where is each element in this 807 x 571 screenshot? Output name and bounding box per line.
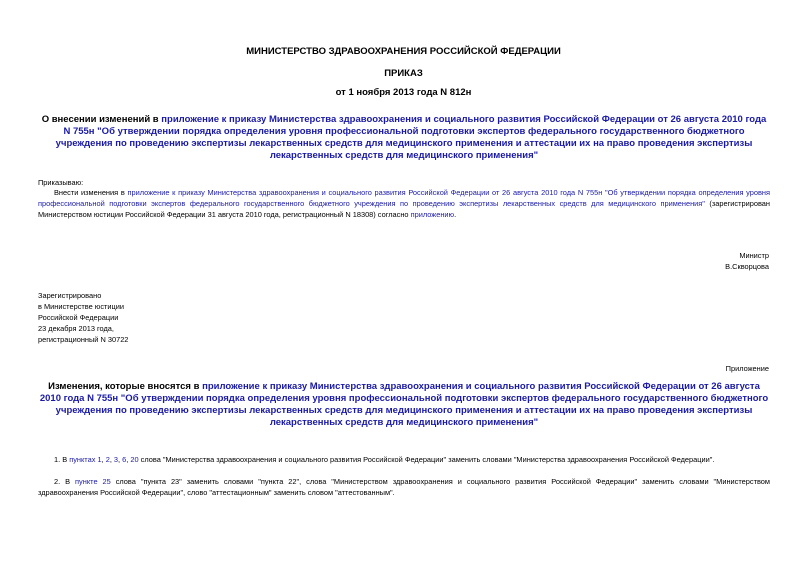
signature-position: Министр	[739, 251, 769, 260]
doc-date-number: от 1 ноября 2013 года N 812н	[335, 87, 472, 98]
item1-link-20[interactable]: 20	[130, 455, 139, 464]
registration-line: Зарегистрировано	[38, 291, 102, 300]
item1-start: 1. В	[54, 455, 70, 464]
appendix-link[interactable]: приложению	[410, 210, 455, 219]
registration-line: регистрационный N 30722	[38, 335, 129, 344]
appendix-title	[38, 381, 770, 429]
item2-link[interactable]: пункте 25	[75, 477, 111, 486]
signature-name: В.Скворцова	[725, 262, 769, 271]
registration-block	[38, 290, 128, 345]
doc-type: ПРИКАЗ	[384, 68, 423, 79]
registration-line: в Министерстве юстиции	[38, 302, 125, 311]
appendix-title-link[interactable]: приложение к приказу Министерства здравоохранения и социального развития Российской Федерации от 26 августа 2010 года N 755н "Об утверждении порядка определения уровня профессиональной подготовки экспертов федерального государственного бюджетного учреждения по проведению экспертизы лекарственных средств для медицинского применения и аттестации их на право проведения экспертизы лекарственных средств для медицинского применения"	[39, 381, 769, 428]
item1-end: слова "Министерства здравоохранения и социального развития Российской Федерации" заменить словами "Министерства здравоохранения Российской Федерации".	[138, 455, 715, 464]
order-text-mid: (зарегистрирован Министерством юстиции Российской Федерации 31 августа 2010 года, регистрационный N 18308) согласно	[38, 199, 770, 219]
item2-start: 2. В	[54, 477, 76, 486]
change-item-2	[38, 476, 770, 498]
order-text-end: .	[454, 210, 457, 219]
ministry-heading: МИНИСТЕРСТВО ЗДРАВООХРАНЕНИЯ РОССИЙСКОЙ ФЕДЕРАЦИИ	[246, 46, 561, 57]
item1-link-2[interactable]: 2	[105, 455, 110, 464]
order-lead: Приказываю:	[38, 178, 84, 187]
change-item-1: 1. В пунктах 1, 2, 3, 6, 20 слова "Министерства здравоохранения и социального развития Российской Федерации" заменить словами "Министерства здравоохранения Российской Федерации".	[54, 455, 715, 464]
order-paragraph	[38, 187, 770, 220]
item1-link-1[interactable]: пунктах 1	[69, 455, 102, 464]
item1-link-6[interactable]: 6	[122, 455, 127, 464]
title-prefix: О внесении изменений в	[41, 114, 162, 125]
registration-line: 23 декабря 2013 года,	[38, 324, 114, 333]
order-text-start: Внести изменения в	[54, 188, 128, 197]
appendix-title-prefix: Изменения, которые вносятся в	[48, 381, 203, 392]
registration-line: Российской Федерации	[38, 313, 119, 322]
title-link[interactable]: приложение к приказу Министерства здравоохранения и социального развития Российской Федерации от 26 августа 2010 года N 755н "Об утверждении порядка определения уровня профессиональной подготовки экспертов федерального государственного бюджетного учреждения по проведению экспертизы лекарственных средств для медицинского применения и аттестации их на право проведения экспертизы лекарственных средств для медицинского применения"	[55, 114, 767, 161]
item2-end: слова "пункта 23" заменить словами "пункта 22", слова "Министерством здравоохранения и социального развития Российской Федерации" заменить словами "Министерством здравоохранения Российской Федерации", слово "аттестационным" заменить словом "аттестованным".	[38, 477, 770, 497]
order-link[interactable]: приложение к приказу Министерства здравоохранения и социального развития Российской Федерации от 26 августа 2010 года N 755н "Об утверждении порядка определения уровня профессиональной подготовки экспертов федерального государственного бюджетного учреждения по проведению экспертизы лекарственных средств для медицинского применения"	[38, 188, 770, 208]
item1-link-3[interactable]: 3	[113, 455, 119, 464]
document-title	[38, 114, 770, 162]
appendix-label: Приложение	[725, 364, 769, 373]
